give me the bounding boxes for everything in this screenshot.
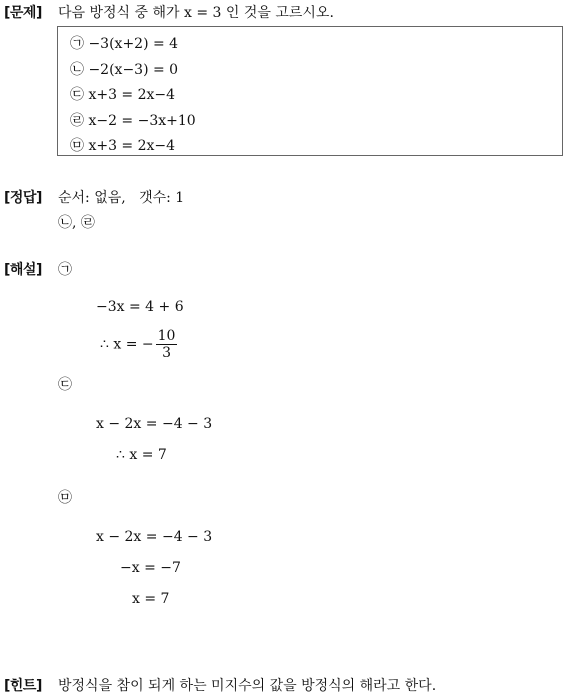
- solution-marker-1: ㉠: [58, 262, 72, 278]
- solution-marker-3: ㉤: [58, 490, 72, 506]
- solution-1-line-2-text: ∴ x = −: [100, 336, 154, 353]
- answer-line-1: 순서: 없음, 갯수: 1: [58, 190, 185, 206]
- option-3: ㉢ x+3 = 2x−4: [70, 87, 176, 103]
- hint-label: [힌트]: [4, 678, 42, 694]
- solution-1-line-2: [100, 328, 177, 361]
- answer-line-2: ㉡, ㉣: [58, 215, 95, 231]
- option-1: ㉠ −3(x+2) = 4: [70, 36, 179, 52]
- fraction-denominator: 3: [162, 345, 171, 361]
- option-5: ㉤ x+3 = 2x−4: [70, 138, 176, 154]
- problem-question: 다음 방정식 중 해가 x = 3 인 것을 고르시오.: [58, 5, 334, 21]
- solution-marker-2: ㉢: [58, 377, 72, 393]
- fraction-numerator: 10: [157, 328, 176, 344]
- option-4: ㉣ x−2 = −3x+10: [70, 113, 196, 129]
- answer-label: [정답]: [4, 190, 42, 206]
- solution-2-line-2: ∴ x = 7: [116, 447, 167, 463]
- solution-3-line-3: x = 7: [132, 591, 170, 607]
- solution-3-line-1: x − 2x = −4 − 3: [96, 529, 213, 545]
- solution-1-fraction: [156, 328, 178, 361]
- options-box: [57, 26, 563, 156]
- solution-2-line-1: x − 2x = −4 − 3: [96, 416, 213, 432]
- solution-1-line-1: −3x = 4 + 6: [96, 299, 184, 315]
- problem-label: [문제]: [4, 5, 42, 21]
- option-2: ㉡ −2(x−3) = 0: [70, 62, 179, 78]
- hint-text: 방정식을 참이 되게 하는 미지수의 값을 방정식의 해라고 한다.: [58, 678, 437, 694]
- solution-label: [해설]: [4, 262, 42, 278]
- solution-3-line-2: −x = −7: [120, 560, 181, 576]
